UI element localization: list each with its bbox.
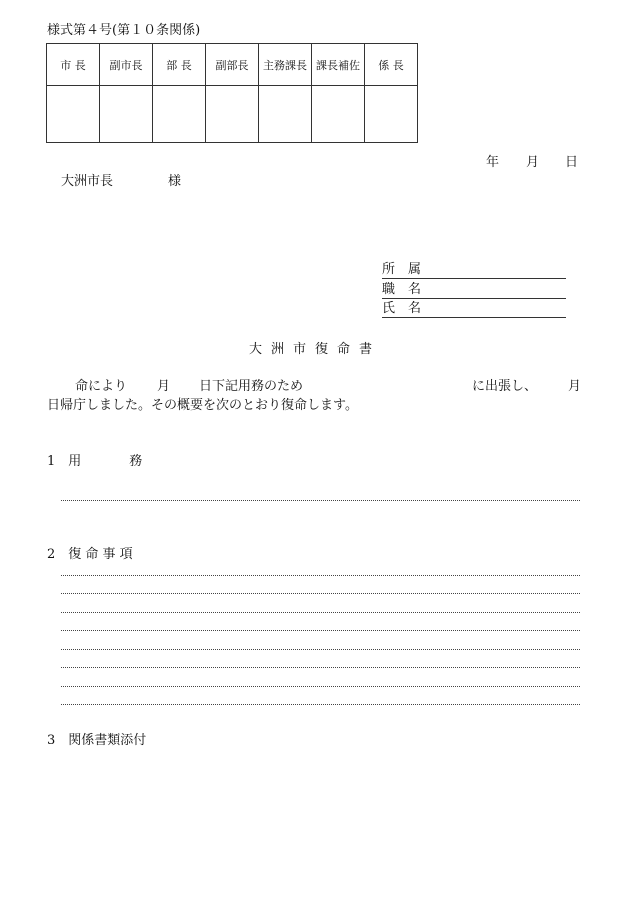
body-part1: 命により (75, 379, 128, 394)
dotted-entry-line[interactable] (61, 704, 580, 705)
dotted-entry-line[interactable] (61, 612, 580, 613)
body-part3: 日下記用務のため (199, 379, 304, 394)
name-field[interactable] (382, 300, 566, 318)
approval-header-row (47, 44, 418, 86)
dotted-entry-line[interactable] (61, 575, 580, 576)
position-label: 職 名 (382, 282, 422, 297)
stamp-box[interactable] (365, 86, 418, 143)
section-3-number: 3 (47, 733, 56, 748)
date-year: 年 (486, 155, 500, 170)
dotted-entry-line[interactable] (61, 630, 580, 631)
stamp-box[interactable] (312, 86, 365, 143)
affiliation-field[interactable] (382, 261, 566, 279)
section-3-label: 関係書類添付 (68, 733, 147, 748)
approval-header-deputy-director: 副部長 (206, 44, 259, 86)
dotted-entry-line[interactable] (61, 649, 580, 650)
approval-header-assistant-chief: 課長補佐 (312, 44, 365, 86)
position-field[interactable] (382, 281, 566, 299)
dotted-entry-line[interactable] (61, 593, 580, 594)
stamp-box[interactable] (206, 86, 259, 143)
section-1-label-a: 用 (68, 454, 82, 469)
body-line2: 日帰庁しました。その概要を次のとおり復命します。 (47, 398, 358, 413)
dotted-entry-line[interactable] (61, 500, 580, 501)
approval-header-deputy-mayor: 副市長 (100, 44, 153, 86)
section-3-heading (47, 729, 146, 748)
section-1-number: 1 (47, 454, 56, 469)
approval-header-director: 部 長 (153, 44, 206, 86)
document-title: 大洲市復命書 (248, 342, 381, 357)
addressee (61, 170, 181, 189)
affiliation-label: 所 属 (382, 262, 422, 277)
body-part2: 月 (157, 379, 171, 394)
section-2-label: 復 命 事 項 (68, 547, 133, 562)
date-month: 月 (526, 155, 540, 170)
stamp-box[interactable] (47, 86, 100, 143)
section-2-number: 2 (47, 547, 56, 562)
body-part4: に出張し、 (472, 379, 538, 394)
body-part5: 月 (568, 379, 582, 394)
stamp-box[interactable] (100, 86, 153, 143)
section-2-heading (47, 543, 133, 562)
dotted-entry-line[interactable] (61, 686, 580, 687)
addressee-name: 大洲市長 (61, 174, 114, 189)
form-number: 様式第４号(第１０条関係) (47, 23, 201, 38)
stamp-box[interactable] (259, 86, 312, 143)
addressee-honorific: 様 (168, 174, 182, 189)
approval-header-unit-chief: 係 長 (365, 44, 418, 86)
date-line (486, 151, 578, 170)
section-1-label-b: 務 (129, 454, 143, 469)
approval-header-section-chief: 主務課長 (259, 44, 312, 86)
name-label: 氏 名 (382, 301, 422, 316)
approval-header-mayor: 市 長 (47, 44, 100, 86)
approval-stamp-row (47, 86, 418, 143)
dotted-entry-line[interactable] (61, 667, 580, 668)
section-1-heading (47, 450, 142, 469)
approval-stamp-table (46, 43, 418, 143)
date-day: 日 (565, 155, 579, 170)
stamp-box[interactable] (153, 86, 206, 143)
